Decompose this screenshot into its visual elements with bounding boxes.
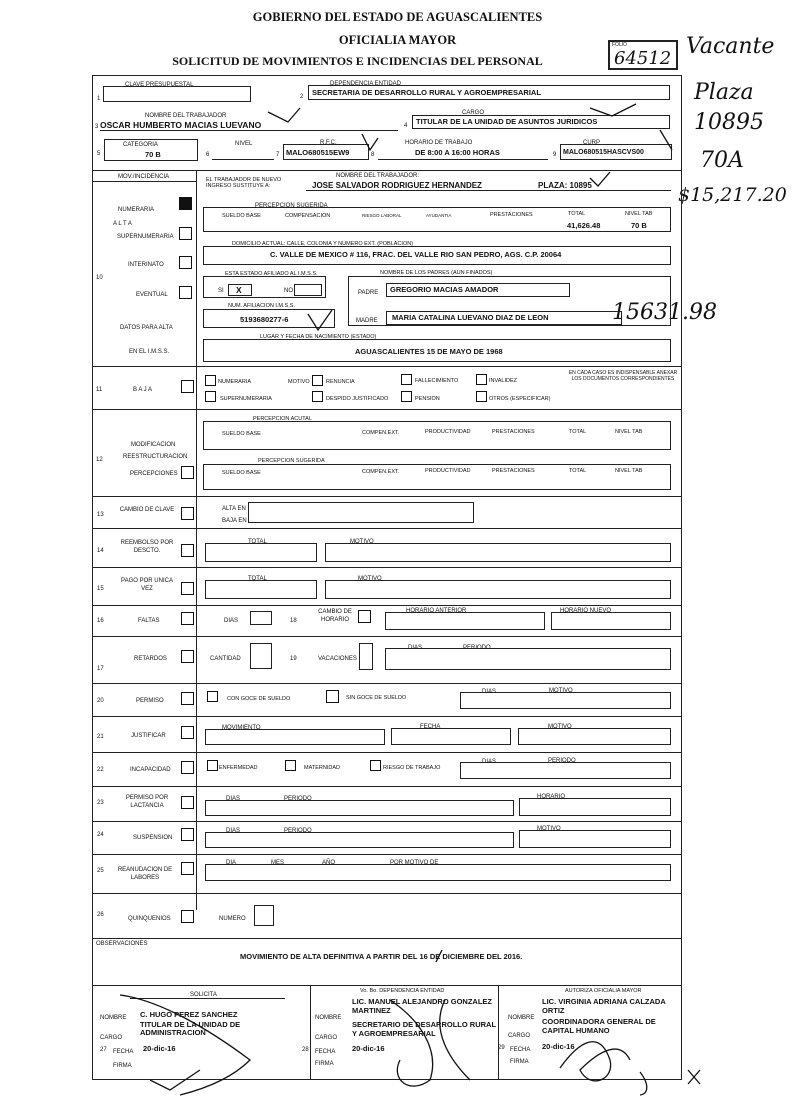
motivo-label: MOTIVO xyxy=(548,724,572,730)
imss-label: EN EL I.M.S.S. xyxy=(129,349,170,355)
vobo-fecha[interactable]: 20-dic-16 xyxy=(352,1044,385,1053)
fecha-label: FECHA xyxy=(113,1049,134,1055)
field-num-28: 28 xyxy=(302,1047,309,1053)
nombre-label: NOMBRE xyxy=(508,1015,535,1021)
padres-label: NOMBRE DE LOS PADRES (AUN FINADOS) xyxy=(380,270,493,276)
field-num-5: 5 xyxy=(97,151,101,157)
checkmark xyxy=(660,130,672,150)
field-num-24: 24 xyxy=(97,832,104,838)
total-label: TOTAL xyxy=(568,211,586,217)
solicita-nombre[interactable]: C. HUGO PEREZ SANCHEZ xyxy=(140,1010,238,1019)
observaciones-text[interactable]: MOVIMIENTO DE ALTA DEFINITIVA A PARTIR DEL 16 DE DICIEMBRE DEL 2016. xyxy=(240,952,523,961)
total-value[interactable]: 41,626.48 xyxy=(567,221,601,230)
header-line2: OFICIALIA MAYOR xyxy=(338,33,457,47)
motivo-label: MOTIVO xyxy=(358,576,382,582)
total-label: TOTAL xyxy=(248,539,267,545)
pension-label: PENSION xyxy=(415,396,440,402)
checkmark xyxy=(590,172,610,186)
nombre-label: NOMBRE DEL TRABAJADOR xyxy=(145,113,227,119)
total-label: TOTAL xyxy=(569,468,587,474)
sueldo-base-label: SUELDO BASE xyxy=(222,431,261,437)
lactancia-label: PERMISO POR LACTANCIA xyxy=(125,795,169,809)
madre-label: MADRE xyxy=(356,318,378,324)
solicita-cargo[interactable]: TITULAR DE LA UNIDAD DE ADMINISTRACION xyxy=(140,1020,241,1038)
cantidad-label: CANTIDAD xyxy=(210,656,241,662)
anio-label: AÑO xyxy=(322,860,336,866)
field-num-6: 6 xyxy=(206,152,210,158)
cargo-label: CARGO xyxy=(100,1035,123,1041)
checkmark xyxy=(590,104,636,116)
vacaciones-label: VACACIONES xyxy=(318,656,357,662)
header-line1: GOBIERNO DEL ESTADO DE AGUASCALIENTES xyxy=(252,10,543,24)
field-num-9: 9 xyxy=(553,152,557,158)
motivo-label: MOTIVO xyxy=(549,688,573,694)
field-num-29: 29 xyxy=(498,1045,505,1051)
percepcion-sugerida-label: PERCEPCION SUGERIDA xyxy=(255,203,328,209)
field-num-10: 10 xyxy=(96,275,103,281)
sustituye-value[interactable]: JOSE SALVADOR RODRIGUEZ HERNANDEZ xyxy=(312,181,482,190)
annot-plaza-num: 10895 xyxy=(694,110,764,135)
supernumeraria-label: SUPERNUMERARIA xyxy=(117,234,174,240)
autoriza-cargo[interactable]: COORDINADORA GENERAL DE CAPITAL HUMANO xyxy=(542,1017,656,1035)
vobo-label: Vo. Bo. DEPENDENCIA ENTIDAD xyxy=(360,988,445,994)
dependencia-label: DEPENDENCIA ENTIDAD xyxy=(330,81,402,87)
baja-supernumeraria-label: SUPERNUMERARIA xyxy=(220,396,272,402)
riesgo-trabajo-label: RIESGO DE TRABAJO xyxy=(383,765,441,771)
solicita-label: SOLICITA xyxy=(190,992,217,998)
fecha-label: FECHA xyxy=(420,724,441,730)
riesgo-laboral-label: RIESGO LABORAL xyxy=(362,213,402,218)
firma-label: FIRMA xyxy=(510,1059,529,1065)
curp-value: MALO680515HASCVS00 xyxy=(563,149,644,156)
nacimiento-label: LUGAR Y FECHA DE NACIMIENTO (ESTADO) xyxy=(260,334,377,340)
alta-label: A L T A xyxy=(113,221,132,227)
domicilio-label: DOMICILIO ACTUAL: CALLE, COLONIA Y NUMERO EXT. (POBLACION) xyxy=(232,241,414,247)
dias-label: DIAS xyxy=(224,618,239,624)
dia-label: DIA xyxy=(226,860,237,866)
fecha-label: FECHA xyxy=(315,1049,336,1055)
productividad-label: PRODUCTIVIDAD xyxy=(425,429,471,435)
nivel-tab-value[interactable]: 70 B xyxy=(631,221,647,230)
compen-label: COMPEN.EXT. xyxy=(362,430,400,436)
dias-label: DIAS xyxy=(226,828,241,834)
quinquenios-label: QUINQUENIOS xyxy=(128,916,171,922)
faltas-label: FALTAS xyxy=(138,618,160,624)
horario-label: HORARIO xyxy=(537,794,566,800)
observaciones-label: OBSERVACIONES xyxy=(96,941,148,947)
field-num-27: 27 xyxy=(100,1047,107,1053)
afiliado-label: ESTA ESTADO AFILIADO AL I.M.S.S. xyxy=(225,271,318,277)
field-num-2: 2 xyxy=(300,94,304,100)
si-label: SI xyxy=(218,288,224,294)
mes-label: MES xyxy=(271,860,285,866)
vobo-nombre[interactable]: LIC. MANUEL ALEJANDRO GONZALEZ MARTINEZ xyxy=(352,997,492,1015)
dias-label: DIAS xyxy=(226,796,241,802)
productividad-label: PRODUCTIVIDAD xyxy=(425,468,471,474)
domicilio-value: C. VALLE DE MEXICO # 116, FRAC. DEL VALLE RIO SAN PEDRO, AGS. C.P. 20064 xyxy=(270,250,562,259)
padre-label: PADRE xyxy=(358,290,379,296)
cargo-label: CARGO xyxy=(315,1035,338,1041)
field-num-3: 3 xyxy=(95,124,99,130)
prestaciones-label: PRESTACIONES xyxy=(492,468,535,474)
numero-label: NUMERO xyxy=(219,916,246,922)
autoriza-label: AUTORIZA OFICIALIA MAYOR xyxy=(565,988,642,994)
compen-label: COMPEN.EXT. xyxy=(362,469,400,475)
mov-incidencia-label: MOV./INCIDENCIA xyxy=(118,174,170,180)
periodo-label: PERIODO xyxy=(548,758,576,764)
despido-label: DESPIDO JUSTIFICADO xyxy=(326,396,389,402)
sustituye-label: EL TRABAJADOR DE NUEVO INGRESO SUSTITUYE A: xyxy=(206,177,282,190)
categoria-label: CATEGORIA xyxy=(123,142,158,148)
total-label: TOTAL xyxy=(248,576,267,582)
x-mark xyxy=(688,1070,700,1084)
nivel-tab-label: NIVEL TAB xyxy=(625,211,653,217)
signature-solicita xyxy=(150,1070,200,1090)
num-afiliacion-value: 5193680277-6 xyxy=(240,315,289,324)
field-num-22: 22 xyxy=(97,767,104,773)
movimiento-label: MOVIMIENTO xyxy=(222,725,261,731)
motivo-label: MOTIVO xyxy=(537,826,561,832)
annot-amount: $15,217.20 xyxy=(678,184,787,206)
cargo-value: TITULAR DE LA UNIDAD DE ASUNTOS JURIDICOS xyxy=(416,117,598,126)
cambio-clave-label: CAMBIO DE CLAVE xyxy=(119,507,175,513)
field-num-14: 14 xyxy=(97,548,104,554)
percepcion-sugerida2-label: PERCEPCION SUGERIDA xyxy=(258,458,325,464)
eventual-label: EVENTUAL xyxy=(136,292,168,298)
renuncia-label: RENUNCIA xyxy=(326,379,355,385)
pago-unica-vez-label: PAGO POR UNICA VEZ xyxy=(121,578,173,592)
sueldo-base-label: SUELDO BASE xyxy=(222,213,261,219)
field-num-19: 19 xyxy=(290,656,297,662)
periodo-label: PERIODO xyxy=(463,645,491,651)
field-num-26: 26 xyxy=(97,912,104,918)
field-num-25: 25 xyxy=(97,868,104,874)
prestaciones-label: PRESTACIONES xyxy=(492,429,535,435)
por-motivo-label: POR MOTIVO DE xyxy=(390,860,439,866)
nombre-value[interactable]: OSCAR HUMBERTO MACIAS LUEVANO xyxy=(100,120,262,130)
rfc-label: R.F.C. xyxy=(320,140,337,146)
field-num-18: 18 xyxy=(290,618,297,624)
signature-autoriza xyxy=(640,1072,647,1095)
numeraria-label: NUMERARIA xyxy=(118,207,155,213)
field-num-15: 15 xyxy=(97,586,104,592)
num-afiliacion-label: NUM. AFILIACION I.M.S.S. xyxy=(228,303,295,309)
checkmark xyxy=(436,950,442,962)
prestaciones-label: PRESTACIONES xyxy=(490,212,533,218)
annot-vacante: Vacante xyxy=(686,34,775,59)
cargo-label: CARGO xyxy=(508,1033,531,1039)
field-num-12: 12 xyxy=(96,457,103,463)
nivel-tab-label: NIVEL TAB xyxy=(615,429,643,435)
modificacion-label: MODIFICACION xyxy=(131,442,176,448)
dependencia-value: SECRETARIA DE DESARROLLO RURAL Y AGROEMPRESARIAL xyxy=(312,88,541,97)
total-label: TOTAL xyxy=(569,429,587,435)
dias-label: DIAS xyxy=(482,759,497,765)
nacimiento-value: AGUASCALIENTES 15 DE MAYO DE 1968 xyxy=(355,347,503,356)
baja-en-label: BAJA EN xyxy=(222,518,247,524)
annot-plaza: Plaza xyxy=(694,80,754,105)
motivo-label: MOTIVO xyxy=(350,539,374,545)
field-num-16: 16 xyxy=(97,618,104,624)
madre-value: MARIA CATALINA LUEVANO DIAZ DE LEON xyxy=(392,313,549,322)
nombre-trabajador-label: NOMBRE DEL TRABAJADOR: xyxy=(336,173,420,179)
cargo-label: CARGO xyxy=(462,110,485,116)
reanudacion-label: REANUDACION DE LABORES xyxy=(117,867,173,881)
field-num-21: 21 xyxy=(97,734,104,740)
solicita-fecha[interactable]: 20-dic-16 xyxy=(143,1044,176,1053)
baja-numeraria-label: NUMERARIA xyxy=(218,379,252,385)
signature-autoriza xyxy=(560,1042,630,1081)
field-num-4: 4 xyxy=(404,123,408,129)
field-num-11: 11 xyxy=(96,387,103,393)
firma-label: FIRMA xyxy=(113,1063,132,1069)
field-num-13: 13 xyxy=(97,512,104,518)
otros-label: OTROS (ESPECIFICAR) xyxy=(489,396,551,402)
maternidad-label: MATERNIDAD xyxy=(304,765,340,771)
annot-nivel: 70A xyxy=(700,148,744,173)
field-num-17: 17 xyxy=(97,666,104,672)
datos-alta-label: DATOS PARA ALTA xyxy=(120,325,173,331)
periodo-label: PERIODO xyxy=(284,828,312,834)
permiso-label: PERMISO xyxy=(136,698,164,704)
interinato-label: INTERINATO xyxy=(128,262,164,268)
plaza-value: PLAZA: 10895 xyxy=(538,181,592,190)
enfermedad-label: ENFERMEDAD xyxy=(219,765,258,771)
horario-value[interactable]: DE 8:00 A 16:00 HORAS xyxy=(415,148,500,157)
baja-nota: EN CADA CASO ES INDISPENSABLE ANEXAR LOS DOCUMENTOS CORRESPONDIENTES xyxy=(568,370,678,383)
categoria-value: 70 B xyxy=(145,150,161,159)
percepciones-label: PERCEPCIONES xyxy=(130,471,178,477)
compensacion-label: COMPENSACION xyxy=(285,213,331,219)
header-line3: SOLICITUD DE MOVIMIENTOS E INCIDENCIAS DEL PERSONAL xyxy=(172,54,543,68)
reestructuracion-label: REESTRUCTURACION xyxy=(123,454,188,460)
folio-value: 64512 xyxy=(614,48,672,69)
nombre-label: NOMBRE xyxy=(315,1015,342,1021)
baja-motivo-label: MOTIVO xyxy=(288,379,310,385)
autoriza-fecha[interactable]: 20-dic-16 xyxy=(542,1042,575,1051)
firma-label: FIRMA xyxy=(315,1061,334,1067)
cambio-horario-label: CAMBIO DE HORARIO xyxy=(318,609,352,623)
dias-label: DIAS xyxy=(482,689,497,695)
nivel-label: NIVEL xyxy=(235,141,253,147)
fallecimiento-label: FALLECIMIENTO xyxy=(415,378,459,384)
curp-label: CURP xyxy=(583,140,601,146)
annot-mid: 15631.98 xyxy=(612,300,717,325)
sueldo-base-label: SUELDO BASE xyxy=(222,470,261,476)
dias-label: DIAS xyxy=(408,645,423,651)
incapacidad-label: INCAPACIDAD xyxy=(130,767,171,773)
checkmark xyxy=(268,108,300,122)
horario-nuevo-label: HORARIO NUEVO xyxy=(560,608,612,614)
alta-en-label: ALTA EN xyxy=(222,506,246,512)
autoriza-nombre[interactable]: LIC. VIRGINIA ADRIANA CALZADA ORTIZ xyxy=(542,997,666,1015)
sin-goce-label: SIN GOCE DE SUELDO xyxy=(346,695,407,701)
rfc-value: MALO680515EW9 xyxy=(286,148,350,157)
field-num-1: 1 xyxy=(97,96,101,102)
checkmark xyxy=(308,310,332,330)
reembolso-label: REEMBOLSO POR DESCTO. xyxy=(120,540,174,554)
fecha-label: FECHA xyxy=(510,1047,531,1053)
clave-label: CLAVE PRESUPUESTAL xyxy=(125,82,194,88)
field-num-23: 23 xyxy=(97,800,104,806)
baja-label: B A J A xyxy=(133,387,153,393)
ayudantia-label: AYUDANTIA xyxy=(426,213,452,218)
field-num-8: 8 xyxy=(371,152,375,158)
retardos-label: RETARDOS xyxy=(134,656,167,662)
padre-value: GREGORIO MACIAS AMADOR xyxy=(390,285,499,294)
periodo-label: PERIODO xyxy=(284,796,312,802)
invalidez-label: INVALIDEZ xyxy=(489,378,518,384)
checkmark xyxy=(362,134,378,150)
signature-vobo xyxy=(440,1000,470,1080)
con-goce-label: CON GOCE DE SUELDO xyxy=(227,696,291,702)
folio-label: FOLIO xyxy=(612,42,628,48)
vobo-cargo[interactable]: SECRETARIO DE DESARROLLO RURAL Y AGROEMPRESARIAL xyxy=(352,1020,496,1038)
signature-vobo xyxy=(390,1000,433,1086)
percepcion-actual-label: PERCEPCION ACUTAL xyxy=(253,416,312,422)
no-label: NO xyxy=(284,288,293,294)
horario-label: HORARIO DE TRABAJO xyxy=(405,140,473,146)
justificar-label: JUSTIFICAR xyxy=(131,733,166,739)
nivel-tab-label: NIVEL TAB xyxy=(615,468,643,474)
suspension-label: SUSPENSION xyxy=(133,835,173,841)
horario-anterior-label: HORARIO ANTERIOR xyxy=(406,608,467,614)
field-num-20: 20 xyxy=(97,698,104,704)
nombre-label: NOMBRE xyxy=(100,1015,127,1021)
field-num-7: 7 xyxy=(276,152,280,158)
si-mark: X xyxy=(236,285,242,295)
